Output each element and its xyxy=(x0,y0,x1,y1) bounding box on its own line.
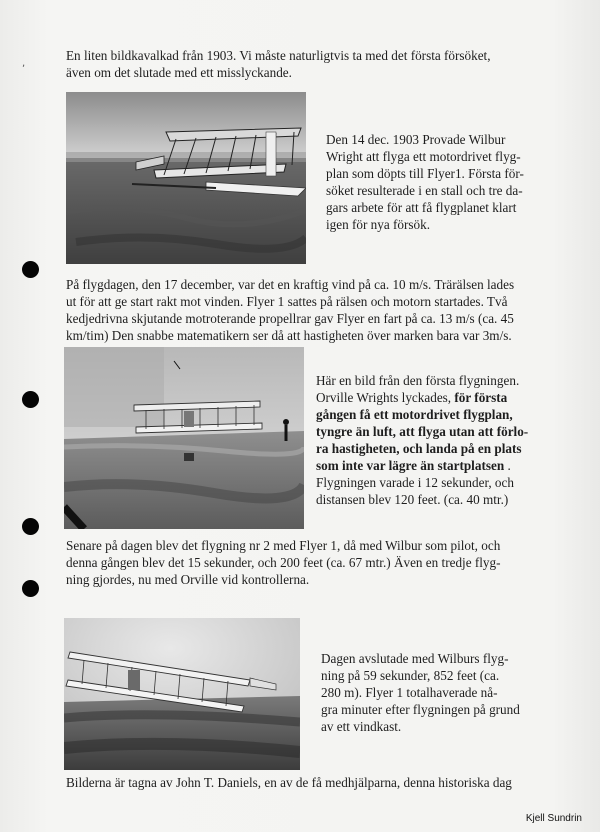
later-flights-paragraph xyxy=(66,537,501,588)
intro-line: En liten bildkavalkad från 1903. Vi måste naturligtvis ta med det första försöket, xyxy=(66,48,491,63)
photo-final-flight xyxy=(64,618,300,770)
caption-line: Wright att flyga ett motordrivet flyg- xyxy=(326,149,521,164)
paragraph-line: denna gången blev det 15 sekunder, och 200 feet (ca. 67 mtr.) Även en tredje flyg- xyxy=(66,555,501,570)
caption-line: plan som döpts till Flyer1. Första för- xyxy=(326,166,524,181)
caption-line: igen för nya försök. xyxy=(326,217,431,232)
binder-hole xyxy=(22,261,39,278)
caption-line: av ett vindkast. xyxy=(321,719,402,734)
caption-line: söket resulterade i en stall och tre da- xyxy=(326,183,523,198)
caption-bold-text: för första xyxy=(454,390,508,405)
intro-line: även om det slutade med ett misslyckande. xyxy=(66,65,292,80)
binder-hole xyxy=(22,580,39,597)
paragraph-line: km/tim) Den snabbe matematikern ser då att hastigheten över marken bara var 3m/s. xyxy=(66,328,512,343)
caption-line: Dagen avslutade med Wilburs flyg- xyxy=(321,651,509,666)
photo-credit-line xyxy=(66,774,512,791)
paragraph-line: Senare på dagen blev det flygning nr 2 med Flyer 1, då med Wilbur som pilot, och xyxy=(66,538,501,553)
margin-mark: , xyxy=(22,58,26,69)
caption-line: gången få ett motordrivet flygplan, xyxy=(316,407,513,422)
paragraph-line: På flygdagen, den 17 december, var det en kraftig vind på ca. 10 m/s. Trärälsen lades xyxy=(66,277,515,292)
paragraph-line: ut för att ge start rakt mot vinden. Flyer 1 sattes på rälsen och motorn startades. Två xyxy=(66,294,508,309)
caption-line: Den 14 dec. 1903 Provade Wilbur xyxy=(326,132,506,147)
photo1-caption xyxy=(326,131,524,233)
caption-line: ning på 59 sekunder, 852 feet (ca. xyxy=(321,668,500,683)
binder-hole xyxy=(22,518,39,535)
caption-line: tyngre än luft, att flyga utan att förlo- xyxy=(316,424,529,439)
paragraph-line: kedjedrivna skjutande motroterande propellrar gav Flyer en fart på ca. 13 m/s (ca. 45 xyxy=(66,311,514,326)
intro-paragraph xyxy=(66,47,491,81)
caption-line: Flygningen varade i 12 sekunder, och xyxy=(316,475,514,490)
photo-first-flight xyxy=(64,347,304,529)
credit-text: Bilderna är tagna av John T. Daniels, en av de få medhjälparna, denna historiska dag xyxy=(66,775,512,790)
caption-line: 280 m). Flyer 1 totalhaverade nå- xyxy=(321,685,498,700)
caption-line: gars arbete för att få flygplanet klart xyxy=(326,200,517,215)
photo2-caption xyxy=(316,372,528,508)
paragraph-line: ning gjordes, nu med Orville vid kontrollerna. xyxy=(66,572,310,587)
caption-text: . xyxy=(504,458,511,473)
caption-line: distansen blev 120 feet. (ca. 40 mtr.) xyxy=(316,492,509,507)
photo-flyer-stall xyxy=(66,92,306,264)
photo3-caption xyxy=(321,650,520,735)
binder-hole xyxy=(22,391,39,408)
caption-line: ra hastigheten, och landa på en plats xyxy=(316,441,522,456)
caption-line xyxy=(316,389,528,406)
author-signature: Kjell Sundrin xyxy=(525,813,582,824)
caption-bold-text: som inte var lägre än startplatsen xyxy=(316,458,505,473)
caption-line xyxy=(316,457,528,474)
flight-day-paragraph xyxy=(66,276,514,344)
caption-text: Orville Wrights lyckades, xyxy=(316,390,455,405)
caption-line: Här en bild från den första flygningen. xyxy=(316,373,520,388)
caption-line: gra minuter efter flygningen på grund xyxy=(321,702,520,717)
